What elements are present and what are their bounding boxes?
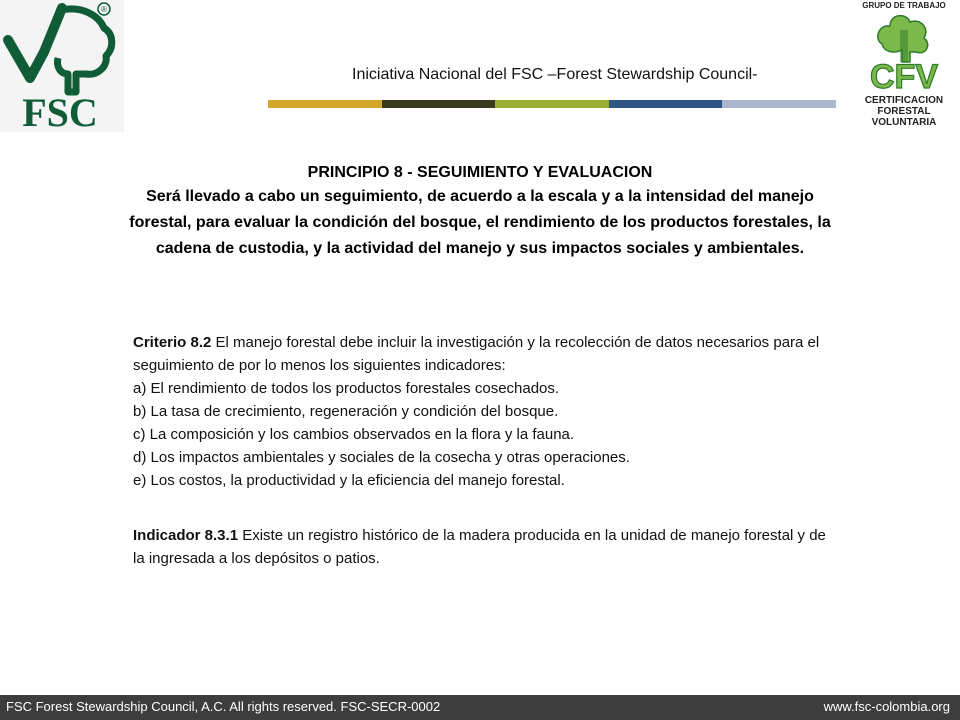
fsc-logo [0, 0, 124, 132]
criteria-item-e: e) Los costos, la productividad y la eficiencia del manejo forestal. [133, 472, 565, 489]
footer [0, 695, 960, 720]
criteria-intro [133, 331, 833, 377]
principle-body: Será llevado a cabo un seguimiento, de acuerdo a la escala y a la intensidad del manejo forestal, para evaluar la condición del bosque, el rendimiento de los productos forestales, la cadena de custodia, y la actividad del manejo y sus impactos sociales y ambientales. [129, 188, 831, 257]
color-bar-segment-4 [609, 100, 722, 108]
svg-text:VOLUNTARIA: VOLUNTARIA [871, 117, 937, 128]
criteria-item-b: b) La tasa de crecimiento, regeneración y condición del bosque. [133, 403, 559, 420]
svg-text:CERTIFICACION: CERTIFICACION [864, 95, 944, 106]
principle-title: PRINCIPIO 8 - SEGUIMIENTO Y EVALUACION [307, 164, 653, 181]
indicator-block [133, 524, 833, 570]
color-bar-segment-2 [382, 100, 495, 108]
footer-copyright: FSC Forest Stewardship Council, A.C. All rights reserved. FSC-SECR-0002 [6, 699, 441, 714]
principle-block [128, 162, 832, 262]
cfv-letters: CFV [870, 58, 938, 96]
indicator-text: Existe un registro histórico de la madera producida en la unidad de manejo forestal y de la ingresada a los depósitos o patios. [133, 527, 826, 567]
criteria-label: Criterio 8.2 [133, 334, 212, 351]
header-title: Iniciativa Nacional del FSC –Forest Stewardship Council- [352, 66, 758, 83]
svg-text:GRUPO DE TRABAJO: GRUPO DE TRABAJO [862, 1, 946, 10]
criteria-intro-text: El manejo forestal debe incluir la investigación y la recolección de datos necesarios para el seguimiento de por lo menos los siguientes indicadores: [133, 334, 820, 374]
indicator-paragraph [133, 524, 833, 570]
color-bar-segment-1 [268, 100, 382, 108]
color-bar-segment-3 [495, 100, 609, 108]
svg-text:®: ® [101, 5, 107, 14]
criteria-item-d: d) Los impactos ambientales y sociales de la cosecha y otras operaciones. [133, 449, 630, 466]
color-bar-segment-5 [722, 100, 836, 108]
criteria-item-a: a) El rendimiento de todos los productos forestales cosechados. [133, 380, 560, 397]
svg-text:FORESTAL: FORESTAL [877, 106, 931, 117]
indicator-label: Indicador 8.3.1 [133, 527, 239, 544]
footer-website-link[interactable]: www.fsc-colombia.org [823, 699, 950, 714]
cfv-logo [846, 0, 960, 132]
fsc-logo-text: FSC [22, 90, 98, 132]
criteria-block [133, 331, 833, 492]
criteria-item-c: c) La composición y los cambios observados en la flora y la fauna. [133, 426, 575, 443]
